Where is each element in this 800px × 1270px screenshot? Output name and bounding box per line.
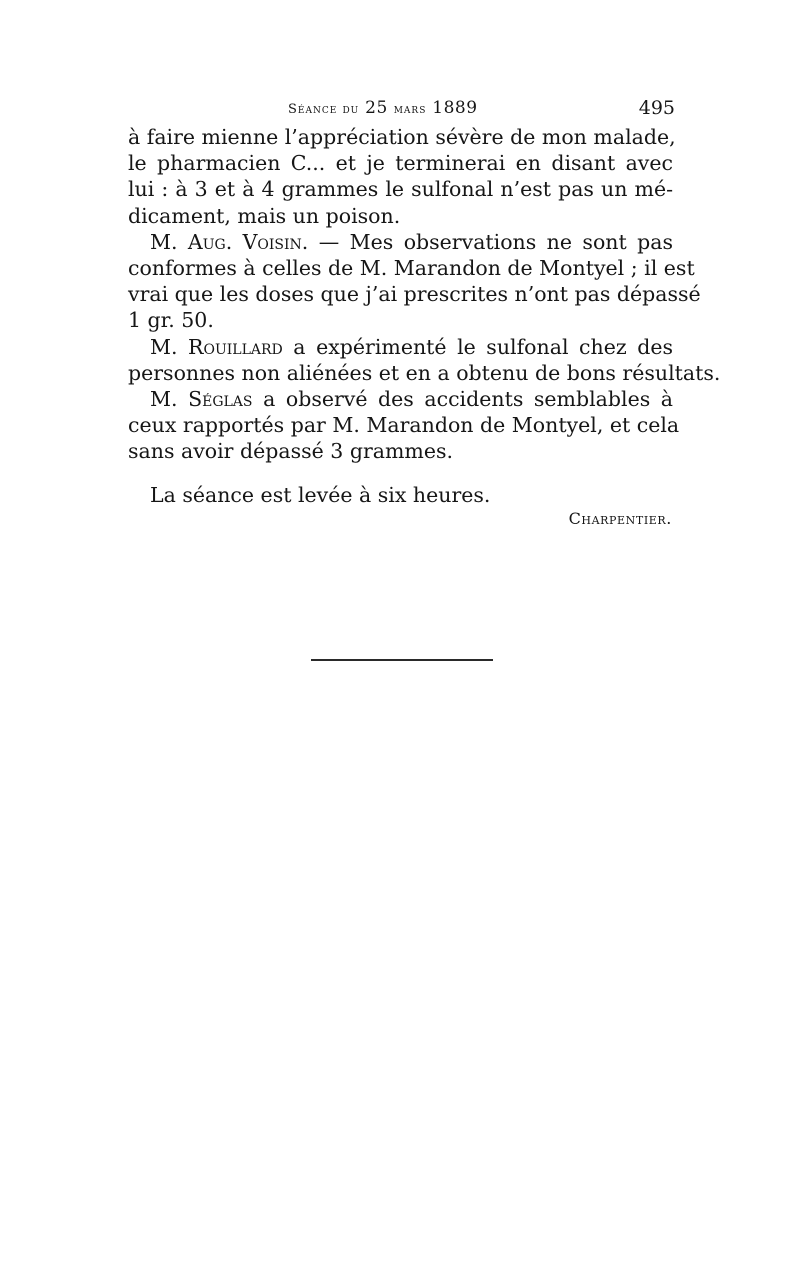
end-rule bbox=[311, 659, 493, 661]
speaker-rouillard: M. Rouillard bbox=[150, 334, 283, 359]
body-text bbox=[128, 124, 721, 509]
paragraph-1-line-2: le pharmacien C... et je terminerai en disant avec bbox=[128, 151, 673, 176]
paragraph-3-line-1 bbox=[128, 334, 673, 360]
paragraph-2-line-1 bbox=[128, 229, 673, 255]
running-title-year: 1889 bbox=[432, 98, 478, 118]
speaker-voisin: M. Aug. Voisin. bbox=[150, 229, 309, 254]
paragraph-4-line-2: ceux rapportés par M. Marandon de Montyel, et cela bbox=[128, 413, 680, 438]
paragraph-4-line-1-text: a observé des accidents semblables à bbox=[252, 386, 673, 411]
paragraph-4-line-1 bbox=[128, 386, 673, 412]
running-title bbox=[288, 98, 478, 118]
section-gap bbox=[128, 464, 673, 482]
page-header bbox=[128, 94, 675, 124]
paragraph-1-line-3: lui : à 3 et à 4 grammes le sulfonal n’est pas un mé- bbox=[128, 177, 673, 202]
paragraph-2-line-2: conformes à celles de M. Marandon de Montyel ; il est bbox=[128, 255, 695, 280]
paragraph-2-line-1-text: — Mes observations ne sont pas bbox=[308, 229, 673, 254]
paragraph-4-line-3: sans avoir dépassé 3 grammes. bbox=[128, 439, 454, 464]
speaker-seglas: M. Séglas bbox=[150, 386, 253, 411]
paragraph-1-line-1: à faire mienne l’appréciation sévère de mon malade, bbox=[128, 125, 676, 149]
paragraph-3-line-2: personnes non aliénées et en a obtenu de bons résultats. bbox=[128, 360, 721, 385]
closing-line: La séance est levée à six heures. bbox=[150, 483, 491, 508]
running-title-month: mars bbox=[393, 102, 427, 117]
paragraph-2-line-3: vrai que les doses que j’ai prescrites n’ont pas dépassé bbox=[128, 282, 701, 307]
paragraph-2-line-4: 1 gr. 50. bbox=[128, 308, 214, 333]
page-number: 495 bbox=[638, 97, 675, 119]
paragraph-1-line-4: dicament, mais un poison. bbox=[128, 203, 401, 228]
running-title-day: 25 bbox=[365, 98, 388, 118]
paragraph-3-line-1-text: a expérimenté le sulfonal chez des bbox=[282, 334, 673, 359]
running-title-session: Séance du bbox=[288, 102, 360, 117]
signature: Charpentier. bbox=[568, 509, 672, 528]
